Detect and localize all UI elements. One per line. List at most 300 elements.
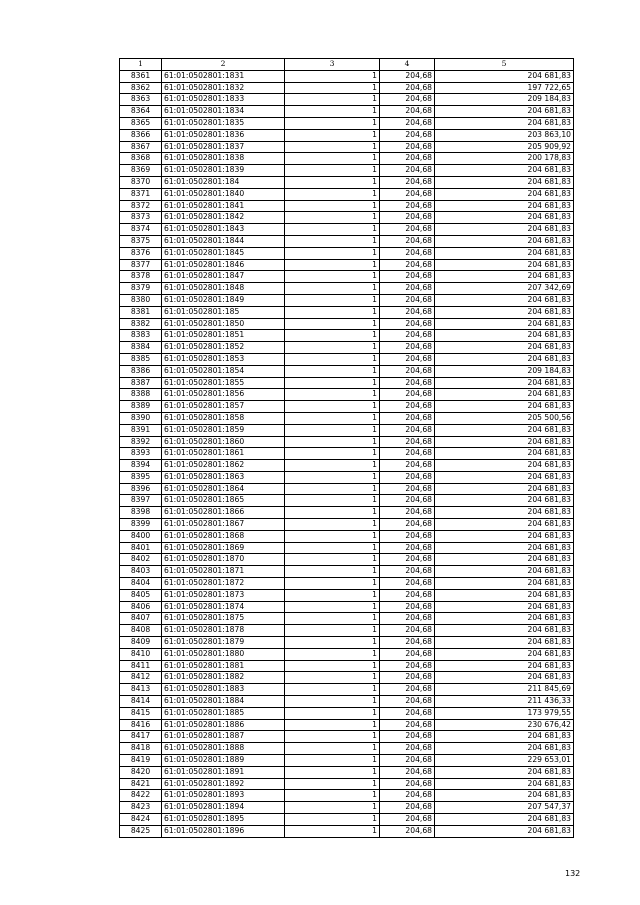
- row-index-cell: 8370: [120, 176, 162, 188]
- table-row: [120, 554, 574, 566]
- area-cell: 204,68: [380, 82, 435, 94]
- cadastral-number-cell: 61:01:0502801:1864: [162, 483, 285, 495]
- table-row: [120, 271, 574, 283]
- row-index-cell: 8391: [120, 424, 162, 436]
- value-cell: 203 863,10: [435, 129, 574, 141]
- area-cell: 204,68: [380, 719, 435, 731]
- area-cell: 204,68: [380, 637, 435, 649]
- row-index-cell: 8422: [120, 790, 162, 802]
- table-row: [120, 176, 574, 188]
- cadastral-number-cell: 61:01:0502801:1832: [162, 82, 285, 94]
- row-index-cell: 8417: [120, 731, 162, 743]
- row-index-cell: 8393: [120, 448, 162, 460]
- table-row: [120, 471, 574, 483]
- cadastral-number-cell: 61:01:0502801:1859: [162, 424, 285, 436]
- header-row: [120, 59, 574, 71]
- table-row: [120, 507, 574, 519]
- row-index-cell: 8415: [120, 707, 162, 719]
- cadastral-number-cell: 61:01:0502801:1846: [162, 259, 285, 271]
- table-row: [120, 625, 574, 637]
- area-cell: 204,68: [380, 235, 435, 247]
- count-cell: 1: [285, 106, 380, 118]
- row-index-cell: 8407: [120, 613, 162, 625]
- count-cell: 1: [285, 530, 380, 542]
- count-cell: 1: [285, 141, 380, 153]
- count-cell: 1: [285, 637, 380, 649]
- row-index-cell: 8424: [120, 814, 162, 826]
- table-row: [120, 696, 574, 708]
- table-row: [120, 648, 574, 660]
- row-index-cell: 8363: [120, 94, 162, 106]
- value-cell: 204 681,83: [435, 554, 574, 566]
- count-cell: 1: [285, 401, 380, 413]
- value-cell: 204 681,83: [435, 483, 574, 495]
- area-cell: 204,68: [380, 648, 435, 660]
- count-cell: 1: [285, 212, 380, 224]
- row-index-cell: 8378: [120, 271, 162, 283]
- row-index-cell: 8385: [120, 353, 162, 365]
- count-cell: 1: [285, 424, 380, 436]
- table-row: [120, 153, 574, 165]
- count-cell: 1: [285, 684, 380, 696]
- value-cell: 204 681,83: [435, 637, 574, 649]
- area-cell: 204,68: [380, 306, 435, 318]
- row-index-cell: 8367: [120, 141, 162, 153]
- table-row: [120, 70, 574, 82]
- value-cell: 204 681,83: [435, 578, 574, 590]
- row-index-cell: 8418: [120, 743, 162, 755]
- row-index-cell: 8361: [120, 70, 162, 82]
- count-cell: 1: [285, 365, 380, 377]
- area-cell: 204,68: [380, 802, 435, 814]
- table-row: [120, 389, 574, 401]
- count-cell: 1: [285, 578, 380, 590]
- row-index-cell: 8389: [120, 401, 162, 413]
- table-body: [120, 70, 574, 837]
- count-cell: 1: [285, 436, 380, 448]
- value-cell: 204 681,83: [435, 731, 574, 743]
- area-cell: 204,68: [380, 778, 435, 790]
- area-cell: 204,68: [380, 825, 435, 837]
- cadastral-number-cell: 61:01:0502801:1848: [162, 283, 285, 295]
- table-row: [120, 165, 574, 177]
- area-cell: 204,68: [380, 153, 435, 165]
- area-cell: 204,68: [380, 389, 435, 401]
- cadastral-number-cell: 61:01:0502801:1854: [162, 365, 285, 377]
- count-cell: 1: [285, 471, 380, 483]
- count-cell: 1: [285, 294, 380, 306]
- value-cell: 204 681,83: [435, 401, 574, 413]
- value-cell: 204 681,83: [435, 814, 574, 826]
- value-cell: 204 681,83: [435, 660, 574, 672]
- count-cell: 1: [285, 283, 380, 295]
- value-cell: 205 500,56: [435, 412, 574, 424]
- row-index-cell: 8404: [120, 578, 162, 590]
- count-cell: 1: [285, 412, 380, 424]
- count-cell: 1: [285, 70, 380, 82]
- table-row: [120, 247, 574, 259]
- area-cell: 204,68: [380, 743, 435, 755]
- value-cell: 204 681,83: [435, 188, 574, 200]
- cadastral-number-cell: 61:01:0502801:1840: [162, 188, 285, 200]
- area-cell: 204,68: [380, 294, 435, 306]
- value-cell: 207 342,69: [435, 283, 574, 295]
- cadastral-number-cell: 61:01:0502801:1845: [162, 247, 285, 259]
- cadastral-number-cell: 61:01:0502801:1831: [162, 70, 285, 82]
- value-cell: 204 681,83: [435, 342, 574, 354]
- table-row: [120, 578, 574, 590]
- area-cell: 204,68: [380, 707, 435, 719]
- cadastral-number-cell: 61:01:0502801:185: [162, 306, 285, 318]
- row-index-cell: 8414: [120, 696, 162, 708]
- value-cell: 211 845,69: [435, 684, 574, 696]
- count-cell: 1: [285, 247, 380, 259]
- area-cell: 204,68: [380, 507, 435, 519]
- table-row: [120, 542, 574, 554]
- count-cell: 1: [285, 707, 380, 719]
- cadastral-number-cell: 61:01:0502801:1883: [162, 684, 285, 696]
- cadastral-number-cell: 61:01:0502801:1894: [162, 802, 285, 814]
- area-cell: 204,68: [380, 790, 435, 802]
- value-cell: 204 681,83: [435, 507, 574, 519]
- table-row: [120, 731, 574, 743]
- cadastral-number-cell: 61:01:0502801:184: [162, 176, 285, 188]
- area-cell: 204,68: [380, 117, 435, 129]
- table-row: [120, 825, 574, 837]
- row-index-cell: 8388: [120, 389, 162, 401]
- cadastral-number-cell: 61:01:0502801:1886: [162, 719, 285, 731]
- cadastral-number-cell: 61:01:0502801:1887: [162, 731, 285, 743]
- count-cell: 1: [285, 483, 380, 495]
- area-cell: 204,68: [380, 188, 435, 200]
- cadastral-number-cell: 61:01:0502801:1869: [162, 542, 285, 554]
- cadastral-number-cell: 61:01:0502801:1856: [162, 389, 285, 401]
- area-cell: 204,68: [380, 495, 435, 507]
- area-cell: 204,68: [380, 519, 435, 531]
- table-row: [120, 129, 574, 141]
- table-row: [120, 318, 574, 330]
- table-row: [120, 235, 574, 247]
- table-row: [120, 483, 574, 495]
- count-cell: 1: [285, 802, 380, 814]
- cadastral-number-cell: 61:01:0502801:1892: [162, 778, 285, 790]
- row-index-cell: 8409: [120, 637, 162, 649]
- area-cell: 204,68: [380, 70, 435, 82]
- cadastral-number-cell: 61:01:0502801:1844: [162, 235, 285, 247]
- cadastral-number-cell: 61:01:0502801:1896: [162, 825, 285, 837]
- table-row: [120, 224, 574, 236]
- row-index-cell: 8366: [120, 129, 162, 141]
- count-cell: 1: [285, 814, 380, 826]
- cadastral-number-cell: 61:01:0502801:1879: [162, 637, 285, 649]
- row-index-cell: 8386: [120, 365, 162, 377]
- row-index-cell: 8397: [120, 495, 162, 507]
- area-cell: 204,68: [380, 766, 435, 778]
- row-index-cell: 8371: [120, 188, 162, 200]
- column-header-5: 5: [435, 59, 574, 71]
- count-cell: 1: [285, 672, 380, 684]
- area-cell: 204,68: [380, 141, 435, 153]
- table-row: [120, 342, 574, 354]
- row-index-cell: 8403: [120, 566, 162, 578]
- value-cell: 204 681,83: [435, 353, 574, 365]
- table-row: [120, 117, 574, 129]
- count-cell: 1: [285, 696, 380, 708]
- count-cell: 1: [285, 94, 380, 106]
- column-header-1: 1: [120, 59, 162, 71]
- row-index-cell: 8376: [120, 247, 162, 259]
- value-cell: 204 681,83: [435, 625, 574, 637]
- cadastral-number-cell: 61:01:0502801:1858: [162, 412, 285, 424]
- area-cell: 204,68: [380, 94, 435, 106]
- cadastral-number-cell: 61:01:0502801:1884: [162, 696, 285, 708]
- table-row: [120, 294, 574, 306]
- area-cell: 204,68: [380, 448, 435, 460]
- cadastral-number-cell: 61:01:0502801:1888: [162, 743, 285, 755]
- count-cell: 1: [285, 224, 380, 236]
- count-cell: 1: [285, 589, 380, 601]
- row-index-cell: 8387: [120, 377, 162, 389]
- cadastral-number-cell: 61:01:0502801:1872: [162, 578, 285, 590]
- column-header-2: 2: [162, 59, 285, 71]
- table-row: [120, 755, 574, 767]
- table-row: [120, 377, 574, 389]
- value-cell: 204 681,83: [435, 471, 574, 483]
- row-index-cell: 8377: [120, 259, 162, 271]
- value-cell: 204 681,83: [435, 672, 574, 684]
- area-cell: 204,68: [380, 401, 435, 413]
- area-cell: 204,68: [380, 566, 435, 578]
- area-cell: 204,68: [380, 342, 435, 354]
- cadastral-number-cell: 61:01:0502801:1867: [162, 519, 285, 531]
- cadastral-number-cell: 61:01:0502801:1834: [162, 106, 285, 118]
- cadastral-number-cell: 61:01:0502801:1833: [162, 94, 285, 106]
- value-cell: 204 681,83: [435, 766, 574, 778]
- area-cell: 204,68: [380, 755, 435, 767]
- value-cell: 204 681,83: [435, 519, 574, 531]
- count-cell: 1: [285, 271, 380, 283]
- row-index-cell: 8401: [120, 542, 162, 554]
- cadastral-number-cell: 61:01:0502801:1871: [162, 566, 285, 578]
- value-cell: 207 547,37: [435, 802, 574, 814]
- table-row: [120, 743, 574, 755]
- row-index-cell: 8413: [120, 684, 162, 696]
- area-cell: 204,68: [380, 589, 435, 601]
- count-cell: 1: [285, 766, 380, 778]
- table-row: [120, 519, 574, 531]
- cadastral-number-cell: 61:01:0502801:1843: [162, 224, 285, 236]
- table-row: [120, 94, 574, 106]
- row-index-cell: 8383: [120, 330, 162, 342]
- table-row: [120, 436, 574, 448]
- cadastral-number-cell: 61:01:0502801:1851: [162, 330, 285, 342]
- area-cell: 204,68: [380, 176, 435, 188]
- row-index-cell: 8369: [120, 165, 162, 177]
- value-cell: 209 184,83: [435, 94, 574, 106]
- area-cell: 204,68: [380, 483, 435, 495]
- area-cell: 204,68: [380, 165, 435, 177]
- row-index-cell: 8380: [120, 294, 162, 306]
- table-row: [120, 448, 574, 460]
- value-cell: 204 681,83: [435, 424, 574, 436]
- cadastral-number-cell: 61:01:0502801:1841: [162, 200, 285, 212]
- row-index-cell: 8421: [120, 778, 162, 790]
- area-cell: 204,68: [380, 436, 435, 448]
- cadastral-number-cell: 61:01:0502801:1870: [162, 554, 285, 566]
- count-cell: 1: [285, 731, 380, 743]
- value-cell: 211 436,33: [435, 696, 574, 708]
- value-cell: 204 681,83: [435, 460, 574, 472]
- row-index-cell: 8419: [120, 755, 162, 767]
- row-index-cell: 8373: [120, 212, 162, 224]
- table-row: [120, 141, 574, 153]
- row-index-cell: 8381: [120, 306, 162, 318]
- count-cell: 1: [285, 318, 380, 330]
- table-row: [120, 707, 574, 719]
- area-cell: 204,68: [380, 212, 435, 224]
- value-cell: 197 722,65: [435, 82, 574, 94]
- area-cell: 204,68: [380, 283, 435, 295]
- value-cell: 204 681,83: [435, 212, 574, 224]
- cadastral-number-cell: 61:01:0502801:1878: [162, 625, 285, 637]
- area-cell: 204,68: [380, 578, 435, 590]
- row-index-cell: 8402: [120, 554, 162, 566]
- count-cell: 1: [285, 129, 380, 141]
- area-cell: 204,68: [380, 200, 435, 212]
- row-index-cell: 8406: [120, 601, 162, 613]
- area-cell: 204,68: [380, 542, 435, 554]
- count-cell: 1: [285, 790, 380, 802]
- table-row: [120, 589, 574, 601]
- value-cell: 204 681,83: [435, 601, 574, 613]
- column-header-3: 3: [285, 59, 380, 71]
- row-index-cell: 8400: [120, 530, 162, 542]
- row-index-cell: 8374: [120, 224, 162, 236]
- row-index-cell: 8398: [120, 507, 162, 519]
- count-cell: 1: [285, 235, 380, 247]
- value-cell: 204 681,83: [435, 613, 574, 625]
- table-row: [120, 353, 574, 365]
- value-cell: 204 681,83: [435, 743, 574, 755]
- count-cell: 1: [285, 778, 380, 790]
- table-row: [120, 306, 574, 318]
- value-cell: 204 681,83: [435, 271, 574, 283]
- area-cell: 204,68: [380, 625, 435, 637]
- row-index-cell: 8399: [120, 519, 162, 531]
- row-index-cell: 8416: [120, 719, 162, 731]
- value-cell: 204 681,83: [435, 106, 574, 118]
- count-cell: 1: [285, 519, 380, 531]
- count-cell: 1: [285, 153, 380, 165]
- cadastral-number-cell: 61:01:0502801:1874: [162, 601, 285, 613]
- value-cell: 204 681,83: [435, 70, 574, 82]
- area-cell: 204,68: [380, 247, 435, 259]
- cadastral-number-cell: 61:01:0502801:1837: [162, 141, 285, 153]
- row-index-cell: 8423: [120, 802, 162, 814]
- cadastral-number-cell: 61:01:0502801:1852: [162, 342, 285, 354]
- count-cell: 1: [285, 353, 380, 365]
- table-row: [120, 200, 574, 212]
- row-index-cell: 8382: [120, 318, 162, 330]
- area-cell: 204,68: [380, 377, 435, 389]
- area-cell: 204,68: [380, 601, 435, 613]
- data-table: [119, 58, 574, 838]
- value-cell: 204 681,83: [435, 165, 574, 177]
- table-row: [120, 188, 574, 200]
- count-cell: 1: [285, 259, 380, 271]
- count-cell: 1: [285, 306, 380, 318]
- value-cell: 173 979,55: [435, 707, 574, 719]
- cadastral-number-cell: 61:01:0502801:1881: [162, 660, 285, 672]
- count-cell: 1: [285, 495, 380, 507]
- cadastral-number-cell: 61:01:0502801:1880: [162, 648, 285, 660]
- area-cell: 204,68: [380, 471, 435, 483]
- cadastral-number-cell: 61:01:0502801:1849: [162, 294, 285, 306]
- value-cell: 204 681,83: [435, 306, 574, 318]
- value-cell: 204 681,83: [435, 235, 574, 247]
- table-row: [120, 778, 574, 790]
- value-cell: 204 681,83: [435, 389, 574, 401]
- table-row: [120, 790, 574, 802]
- count-cell: 1: [285, 719, 380, 731]
- value-cell: 204 681,83: [435, 589, 574, 601]
- count-cell: 1: [285, 82, 380, 94]
- table-row: [120, 566, 574, 578]
- area-cell: 204,68: [380, 613, 435, 625]
- value-cell: 204 681,83: [435, 530, 574, 542]
- count-cell: 1: [285, 755, 380, 767]
- value-cell: 204 681,83: [435, 224, 574, 236]
- count-cell: 1: [285, 342, 380, 354]
- table-row: [120, 495, 574, 507]
- table-row: [120, 684, 574, 696]
- row-index-cell: 8396: [120, 483, 162, 495]
- area-cell: 204,68: [380, 271, 435, 283]
- table-row: [120, 460, 574, 472]
- cadastral-number-cell: 61:01:0502801:1861: [162, 448, 285, 460]
- count-cell: 1: [285, 648, 380, 660]
- value-cell: 204 681,83: [435, 330, 574, 342]
- cadastral-number-cell: 61:01:0502801:1838: [162, 153, 285, 165]
- table-row: [120, 766, 574, 778]
- value-cell: 204 681,83: [435, 247, 574, 259]
- area-cell: 204,68: [380, 224, 435, 236]
- table-row: [120, 672, 574, 684]
- table-row: [120, 212, 574, 224]
- cadastral-number-cell: 61:01:0502801:1895: [162, 814, 285, 826]
- area-cell: 204,68: [380, 259, 435, 271]
- area-cell: 204,68: [380, 460, 435, 472]
- table-row: [120, 365, 574, 377]
- cadastral-number-cell: 61:01:0502801:1873: [162, 589, 285, 601]
- area-cell: 204,68: [380, 554, 435, 566]
- row-index-cell: 8390: [120, 412, 162, 424]
- table-row: [120, 814, 574, 826]
- value-cell: 230 676,42: [435, 719, 574, 731]
- row-index-cell: 8379: [120, 283, 162, 295]
- count-cell: 1: [285, 448, 380, 460]
- count-cell: 1: [285, 660, 380, 672]
- value-cell: 200 178,83: [435, 153, 574, 165]
- cadastral-number-cell: 61:01:0502801:1862: [162, 460, 285, 472]
- area-cell: 204,68: [380, 660, 435, 672]
- value-cell: 204 681,83: [435, 542, 574, 554]
- value-cell: 204 681,83: [435, 778, 574, 790]
- cadastral-number-cell: 61:01:0502801:1860: [162, 436, 285, 448]
- table-row: [120, 283, 574, 295]
- table-row: [120, 82, 574, 94]
- cadastral-number-cell: 61:01:0502801:1885: [162, 707, 285, 719]
